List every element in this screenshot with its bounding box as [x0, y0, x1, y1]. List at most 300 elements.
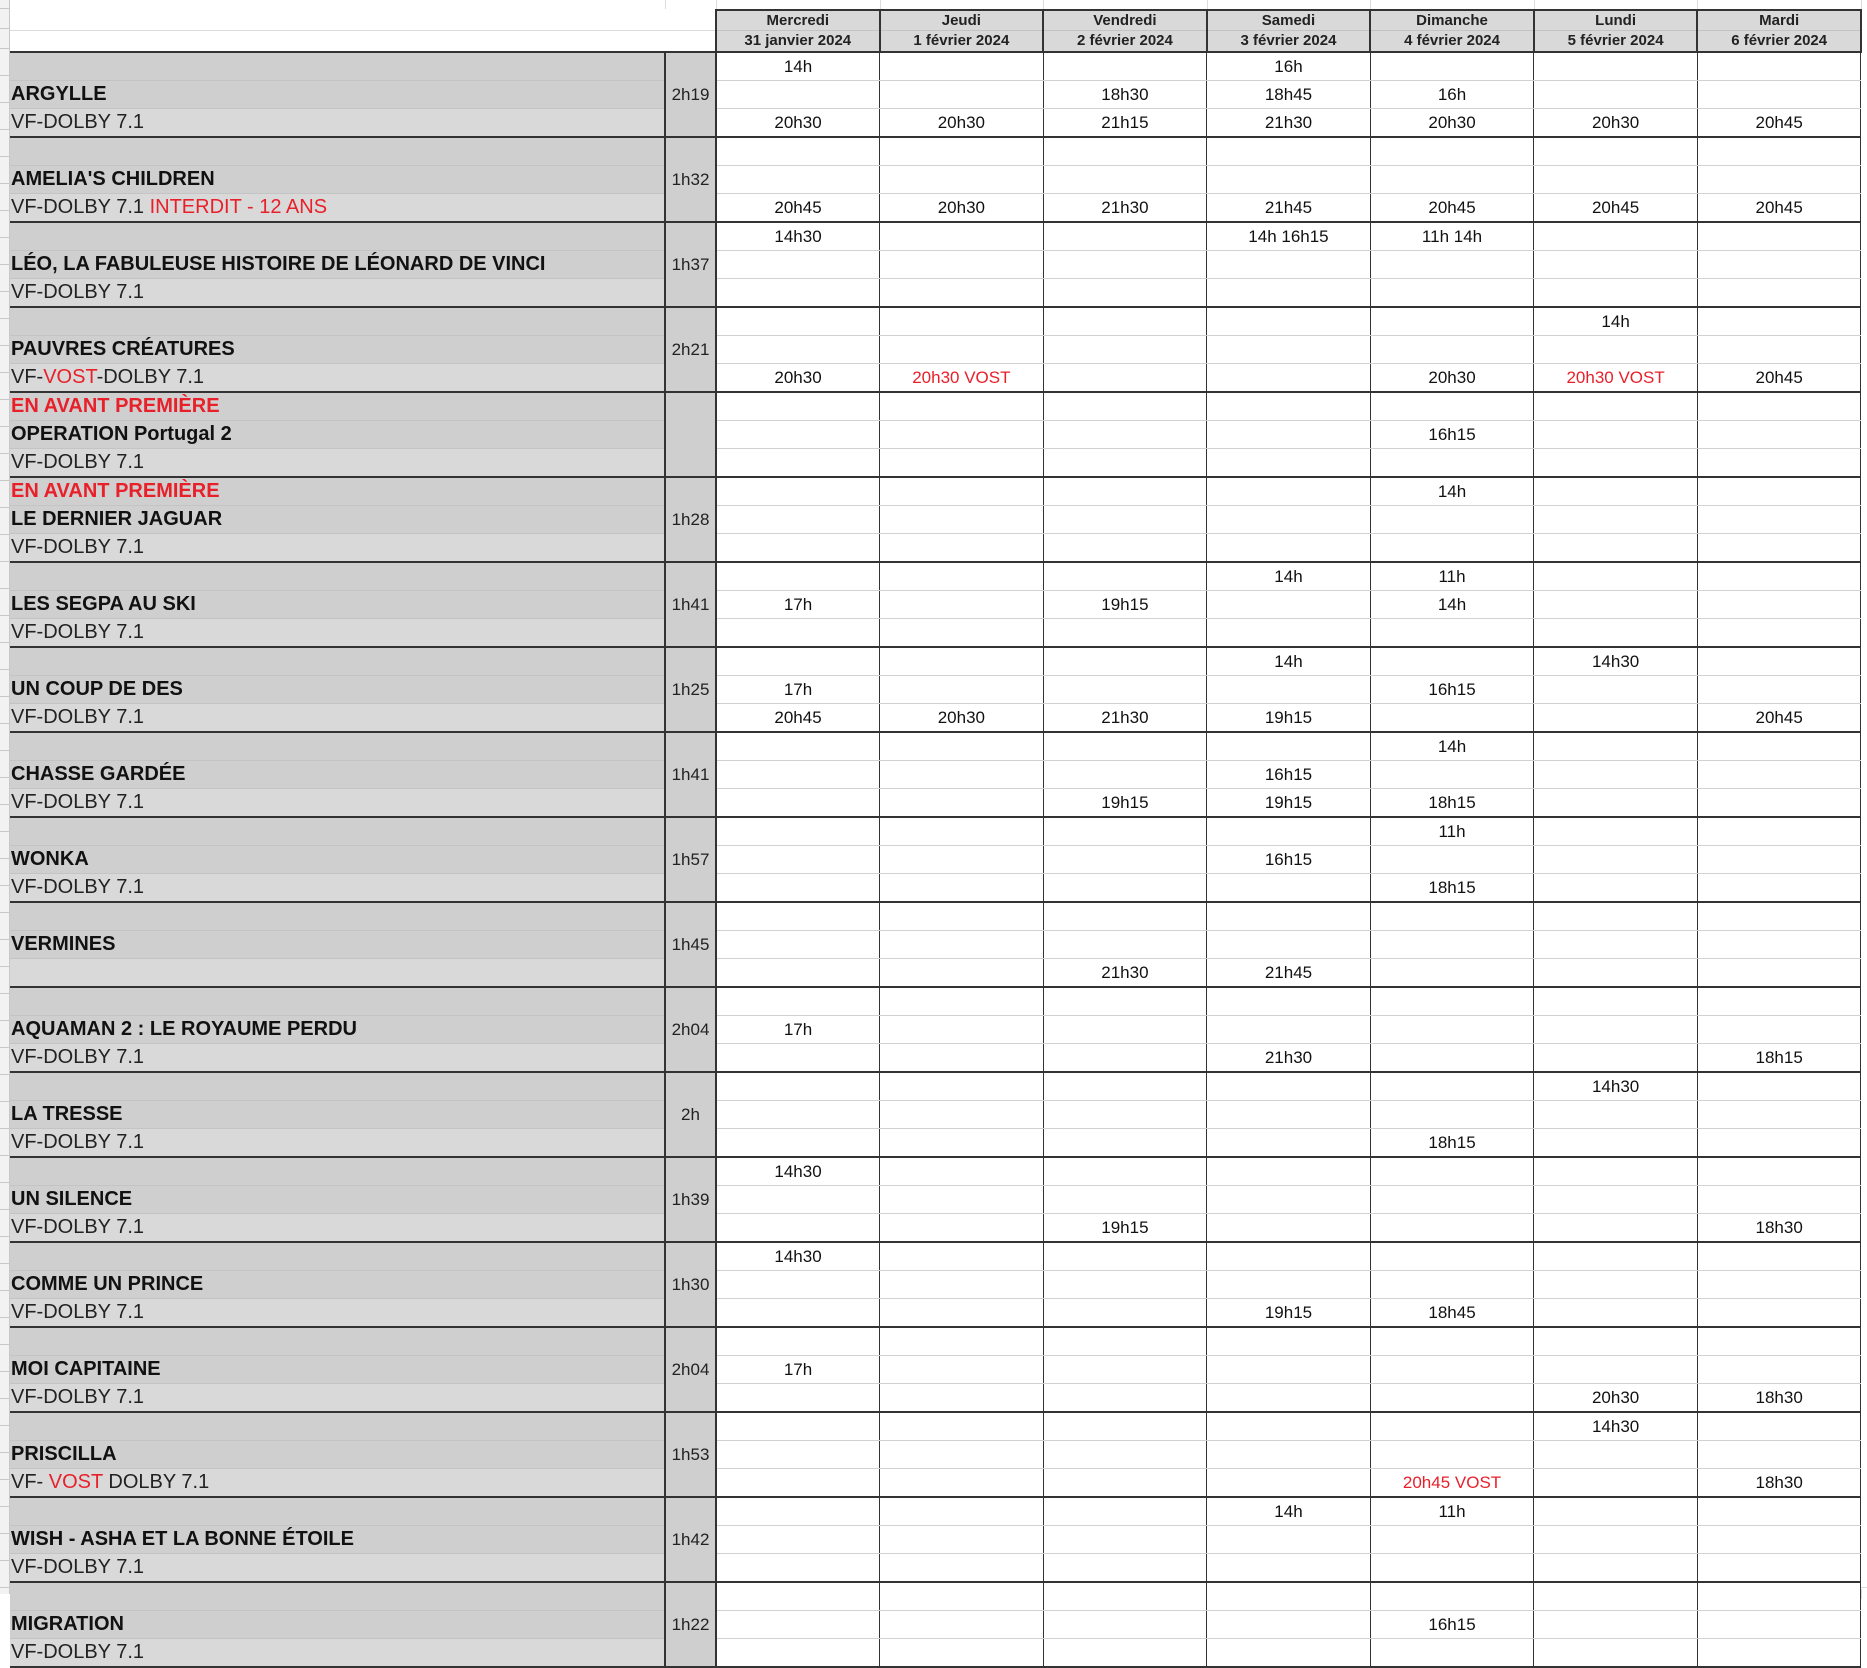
- film-duration: 2h21: [665, 307, 716, 392]
- showtime-cell: [1697, 81, 1861, 109]
- film-row: [10, 1639, 1861, 1668]
- film-row: [10, 52, 1861, 81]
- showtime-cell: [1697, 846, 1861, 874]
- showtime-cell: [1697, 251, 1861, 279]
- showtime-cell: [716, 1526, 880, 1554]
- row-header-tick: [0, 642, 9, 643]
- showtime-cell: 21h30: [1207, 109, 1371, 138]
- showtime-cell: [716, 959, 880, 988]
- showtime-cell: [1043, 477, 1207, 506]
- avant-premiere-label: EN AVANT PREMIÈRE: [10, 477, 665, 506]
- showtime-cell: [1534, 1129, 1698, 1158]
- showtime-cell: [1207, 392, 1371, 421]
- showtime-cell: 16h15: [1370, 421, 1534, 449]
- showtime-cell: [1207, 1186, 1371, 1214]
- showtime-cell: [880, 789, 1044, 818]
- film-row: [10, 251, 1861, 279]
- showtime-cell: [1370, 1327, 1534, 1356]
- showtime-cell: 14h: [1370, 732, 1534, 761]
- showtime-cell: [1534, 1327, 1698, 1356]
- showtime-cell: [1697, 1271, 1861, 1299]
- film-title: PAUVRES CRÉATURES: [10, 336, 665, 364]
- showtime-cell: [1370, 534, 1534, 563]
- showtime-cell: [880, 1072, 1044, 1101]
- film-label: [10, 1072, 665, 1101]
- showtime-cell: [1370, 1554, 1534, 1583]
- showtime-cell: [1697, 1554, 1861, 1583]
- day-header: Samedi: [1207, 10, 1371, 31]
- showtime-cell: [716, 1214, 880, 1243]
- showtime-cell: [1534, 846, 1698, 874]
- row-header-tick: [0, 1263, 9, 1264]
- showtime-cell: [1370, 704, 1534, 733]
- showtime-cell: [880, 1242, 1044, 1271]
- row-header-tick: [0, 1182, 9, 1183]
- film-duration: 1h57: [665, 817, 716, 902]
- showtime-cell: [1043, 1412, 1207, 1441]
- showtime-cell: [1207, 1157, 1371, 1186]
- format-text: DOLBY 7.1: [102, 1471, 210, 1493]
- film-duration: 2h04: [665, 1327, 716, 1412]
- showtime-cell: [1043, 732, 1207, 761]
- row-header-tick: [0, 156, 9, 157]
- showtime-cell: 19h15: [1043, 789, 1207, 818]
- film-row: [10, 392, 1861, 421]
- showtime-cell: [1534, 1186, 1698, 1214]
- showtime-cell: 21h15: [1043, 109, 1207, 138]
- showtime-cell: [1534, 987, 1698, 1016]
- film-row: [10, 1412, 1861, 1441]
- showtime-cell: [1207, 1554, 1371, 1583]
- showtime-cell: 20h45: [716, 194, 880, 223]
- row-header-tick: [0, 48, 9, 49]
- row-header-tick: [0, 291, 9, 292]
- film-duration: 2h19: [665, 52, 716, 137]
- showtime-cell: [1697, 562, 1861, 591]
- film-row: [10, 1384, 1861, 1413]
- showtime-cell: [1697, 1072, 1861, 1101]
- showtime-cell: 14h: [1207, 647, 1371, 676]
- row-header-tick: [0, 318, 9, 319]
- showtime-cell: 16h15: [1207, 761, 1371, 789]
- film-title: UN COUP DE DES: [10, 676, 665, 704]
- row-header-tick: [0, 1344, 9, 1345]
- film-row: [10, 1214, 1861, 1243]
- showtime-cell: [1043, 1186, 1207, 1214]
- showtime-cell: 14h: [1370, 477, 1534, 506]
- showtime-cell: [1534, 761, 1698, 789]
- showtime-cell: 18h15: [1370, 789, 1534, 818]
- film-row: [10, 1611, 1861, 1639]
- showtime-cell: [716, 251, 880, 279]
- showtime-cell: [1697, 1101, 1861, 1129]
- film-row: [10, 222, 1861, 251]
- row-header-tick: [0, 588, 9, 589]
- film-title: MOI CAPITAINE: [10, 1356, 665, 1384]
- showtime-cell: [1207, 1412, 1371, 1441]
- film-title: MIGRATION: [10, 1611, 665, 1639]
- showtime-cell: [1534, 874, 1698, 903]
- row-header-tick: [0, 723, 9, 724]
- showtime-cell: [880, 279, 1044, 308]
- showtime-cell: [1370, 1214, 1534, 1243]
- showtime-cell: [1207, 1639, 1371, 1668]
- film-row: [10, 1129, 1861, 1158]
- film-duration: 1h22: [665, 1582, 716, 1667]
- film-row: [10, 789, 1861, 818]
- format-highlight: VOST: [43, 366, 97, 388]
- showtime-cell: [880, 421, 1044, 449]
- showtime-cell: [880, 81, 1044, 109]
- showtime-cell: [1043, 931, 1207, 959]
- film-row: [10, 1157, 1861, 1186]
- row-header-tick: [0, 345, 9, 346]
- showtime-cell: [1043, 874, 1207, 903]
- row-header-tick: [0, 615, 9, 616]
- showtime-cell: 14h30: [716, 1242, 880, 1271]
- showtime-cell: [1534, 1554, 1698, 1583]
- row-header-tick: [0, 831, 9, 832]
- showtime-cell: [1370, 52, 1534, 81]
- showtime-cell: [1697, 959, 1861, 988]
- showtime-cell: [880, 1554, 1044, 1583]
- showtime-cell: [716, 449, 880, 478]
- film-duration: 1h37: [665, 222, 716, 307]
- format-text: VF-: [11, 366, 44, 388]
- showtime-cell: 21h30: [1043, 194, 1207, 223]
- showtime-cell: [880, 1384, 1044, 1413]
- showtime-cell: [1043, 137, 1207, 166]
- showtime-cell: [1697, 902, 1861, 931]
- film-label: [10, 137, 665, 166]
- showtime-cell: 18h15: [1370, 1129, 1534, 1158]
- showtime-cell: [1534, 336, 1698, 364]
- film-format: [10, 1639, 665, 1668]
- showtime-cell: 17h: [716, 591, 880, 619]
- showtime-cell: [1043, 392, 1207, 421]
- showtime-cell: 20h30 VOST: [880, 364, 1044, 393]
- row-header-tick: [0, 885, 9, 886]
- showtime-cell: [1697, 506, 1861, 534]
- showtime-cell: [1207, 1016, 1371, 1044]
- gridline: [1207, 0, 1208, 9]
- showtime-cell: [1534, 1299, 1698, 1328]
- showtime-cell: [1043, 1356, 1207, 1384]
- film-row: [10, 477, 1861, 506]
- film-title: LE DERNIER JAGUAR: [10, 506, 665, 534]
- showtime-cell: 17h: [716, 1016, 880, 1044]
- showtime-cell: [1534, 1356, 1698, 1384]
- gridline: [1534, 0, 1535, 9]
- showtime-cell: [1697, 1497, 1861, 1526]
- showtime-cell: [1534, 562, 1698, 591]
- film-format: [10, 534, 665, 563]
- showtime-cell: [1043, 676, 1207, 704]
- header-blank-duration: [665, 10, 716, 31]
- showtime-cell: [1043, 421, 1207, 449]
- film-row: [10, 449, 1861, 478]
- gridline: [1043, 0, 1044, 9]
- film-format: [10, 1384, 665, 1413]
- showtime-cell: [1697, 222, 1861, 251]
- film-duration: 1h41: [665, 732, 716, 817]
- showtime-cell: [716, 506, 880, 534]
- film-duration: 1h28: [665, 477, 716, 562]
- header-row-date: [10, 31, 1861, 53]
- row-header-tick: [0, 993, 9, 994]
- film-row: [10, 1469, 1861, 1498]
- showtime-cell: [1043, 52, 1207, 81]
- showtime-cell: 19h15: [1043, 591, 1207, 619]
- row-header-tick: [0, 129, 9, 130]
- showtime-cell: [880, 987, 1044, 1016]
- showtime-cell: 20h45 VOST: [1370, 1469, 1534, 1498]
- film-row: [10, 1582, 1861, 1611]
- showtime-cell: [1534, 619, 1698, 648]
- showtime-cell: [1370, 1526, 1534, 1554]
- film-row: [10, 591, 1861, 619]
- showtime-cell: [716, 336, 880, 364]
- row-header-tick: [0, 696, 9, 697]
- showtime-cell: [880, 761, 1044, 789]
- showtime-cell: 16h15: [1370, 676, 1534, 704]
- showtime-cell: [1207, 1469, 1371, 1498]
- showtime-cell: [880, 846, 1044, 874]
- showtime-cell: [716, 1441, 880, 1469]
- showtime-cell: [1043, 1299, 1207, 1328]
- film-label: [10, 307, 665, 336]
- showtime-cell: [1534, 1582, 1698, 1611]
- showtime-cell: [716, 987, 880, 1016]
- film-row: [10, 534, 1861, 563]
- showtime-cell: [880, 562, 1044, 591]
- film-label: [10, 562, 665, 591]
- showtime-cell: [1207, 1214, 1371, 1243]
- showtime-cell: [880, 1611, 1044, 1639]
- showtime-cell: [1370, 1016, 1534, 1044]
- film-row: [10, 619, 1861, 648]
- film-title: LES SEGPA AU SKI: [10, 591, 665, 619]
- showtime-cell: 14h: [1370, 591, 1534, 619]
- showtime-cell: [1043, 279, 1207, 308]
- film-title: WISH - ASHA ET LA BONNE ÉTOILE: [10, 1526, 665, 1554]
- showtime-cell: [1043, 1384, 1207, 1413]
- film-row: [10, 506, 1861, 534]
- showtime-cell: [1697, 534, 1861, 563]
- showtime-cell: [716, 1129, 880, 1158]
- showtime-cell: 16h15: [1207, 846, 1371, 874]
- showtime-cell: [1534, 222, 1698, 251]
- showtime-cell: [880, 902, 1044, 931]
- showtime-cell: [880, 1157, 1044, 1186]
- film-row: [10, 279, 1861, 308]
- row-header-tick: [0, 804, 9, 805]
- showtime-cell: [1697, 52, 1861, 81]
- showtime-cell: [1534, 1271, 1698, 1299]
- showtime-cell: [1534, 931, 1698, 959]
- film-row: [10, 676, 1861, 704]
- format-highlight: INTERDIT - 12 ANS: [149, 196, 328, 218]
- row-header-tick: [0, 183, 9, 184]
- showtime-cell: [1207, 449, 1371, 478]
- row-header-tick: [0, 1506, 9, 1507]
- showtime-cell: 14h: [1207, 562, 1371, 591]
- showtime-cell: [1534, 591, 1698, 619]
- showtime-cell: [1207, 987, 1371, 1016]
- showtime-cell: [1043, 222, 1207, 251]
- showtime-cell: [880, 307, 1044, 336]
- film-duration: 1h41: [665, 562, 716, 647]
- showtime-cell: [1043, 1101, 1207, 1129]
- showtime-cell: [880, 449, 1044, 478]
- showtime-cell: [1534, 477, 1698, 506]
- film-row: [10, 1497, 1861, 1526]
- row-header-tick: [0, 264, 9, 265]
- film-row: [10, 959, 1861, 988]
- format-text: VF-DOLBY 7.1: [11, 196, 150, 218]
- showtime-cell: [1207, 1072, 1371, 1101]
- day-header: Dimanche: [1370, 10, 1534, 31]
- showtime-cell: 16h15: [1370, 1611, 1534, 1639]
- format-text: VF-DOLBY 7.1: [11, 1301, 145, 1323]
- showtime-cell: [1370, 1441, 1534, 1469]
- showtime-cell: [1697, 477, 1861, 506]
- showtime-cell: [1534, 902, 1698, 931]
- showtime-cell: [1043, 987, 1207, 1016]
- showtime-cell: [1697, 449, 1861, 478]
- format-text: VF-DOLBY 7.1: [11, 1556, 145, 1578]
- showtime-cell: 20h45: [1697, 704, 1861, 733]
- showtime-cell: 20h45: [1370, 194, 1534, 223]
- showtime-cell: [880, 1186, 1044, 1214]
- showtime-cell: [1207, 619, 1371, 648]
- row-header-tick: [0, 750, 9, 751]
- showtime-cell: 11h 14h: [1370, 222, 1534, 251]
- showtime-cell: [1207, 1356, 1371, 1384]
- showtime-cell: [1534, 1157, 1698, 1186]
- showtime-cell: [716, 1101, 880, 1129]
- showtime-cell: 11h: [1370, 1497, 1534, 1526]
- showtime-cell: [1534, 1242, 1698, 1271]
- row-header-tick: [0, 102, 9, 103]
- showtime-cell: [1534, 1214, 1698, 1243]
- showtime-cell: [1534, 52, 1698, 81]
- format-highlight: VOST: [48, 1471, 103, 1493]
- showtime-cell: [1697, 1611, 1861, 1639]
- showtime-cell: [880, 1356, 1044, 1384]
- film-row: [10, 1072, 1861, 1101]
- showtime-cell: [1043, 534, 1207, 563]
- showtime-cell: [1043, 562, 1207, 591]
- film-title: LA TRESSE: [10, 1101, 665, 1129]
- film-title: AMELIA'S CHILDREN: [10, 166, 665, 194]
- film-label: [10, 1157, 665, 1186]
- film-format: [10, 1044, 665, 1073]
- showtime-cell: [880, 1327, 1044, 1356]
- film-title: VERMINES: [10, 931, 665, 959]
- showtime-cell: [1043, 1639, 1207, 1668]
- showtime-cell: [1043, 619, 1207, 648]
- showtime-cell: [1207, 1526, 1371, 1554]
- film-format: [10, 789, 665, 818]
- showtime-cell: [1370, 1271, 1534, 1299]
- showtime-cell: [1207, 1582, 1371, 1611]
- showtime-cell: 20h30: [716, 364, 880, 393]
- showtime-cell: [1207, 1441, 1371, 1469]
- showtime-cell: [1534, 817, 1698, 846]
- film-duration: 2h04: [665, 987, 716, 1072]
- film-format: [10, 1214, 665, 1243]
- showtime-cell: [880, 817, 1044, 846]
- showtime-cell: [1207, 902, 1371, 931]
- showtime-cell: [1534, 449, 1698, 478]
- showtime-cell: [716, 1327, 880, 1356]
- showtime-cell: 21h30: [1207, 1044, 1371, 1073]
- showtime-cell: [880, 959, 1044, 988]
- row-header-tick: [0, 372, 9, 373]
- format-text: VF-DOLBY 7.1: [11, 1216, 145, 1238]
- showtime-cell: [1043, 1044, 1207, 1073]
- film-duration: 1h30: [665, 1242, 716, 1327]
- showtime-cell: 17h: [716, 676, 880, 704]
- showtime-cell: [1370, 1242, 1534, 1271]
- showtime-cell: [1207, 931, 1371, 959]
- showtime-cell: [716, 81, 880, 109]
- showtime-cell: [716, 137, 880, 166]
- showtime-cell: [1534, 1044, 1698, 1073]
- row-header-tick: [0, 8, 9, 9]
- showtime-cell: [1697, 1441, 1861, 1469]
- format-text: VF-DOLBY 7.1: [11, 1386, 145, 1408]
- showtime-cell: [1370, 1412, 1534, 1441]
- showtime-cell: [1697, 1242, 1861, 1271]
- showtime-cell: [1370, 1384, 1534, 1413]
- showtime-cell: [1043, 449, 1207, 478]
- showtime-cell: [716, 1271, 880, 1299]
- gridline: [1370, 0, 1371, 9]
- showtime-cell: [716, 902, 880, 931]
- showtime-cell: [1534, 1526, 1698, 1554]
- showtime-cell: [1043, 1582, 1207, 1611]
- header-blank-duration: [665, 31, 716, 53]
- showtime-cell: [880, 506, 1044, 534]
- row-header-tick: [0, 237, 9, 238]
- showtime-cell: 19h15: [1043, 1214, 1207, 1243]
- showtime-cell: [1207, 591, 1371, 619]
- showtime-cell: [1697, 817, 1861, 846]
- film-format: [10, 874, 665, 903]
- film-format: [10, 364, 665, 393]
- showtime-cell: 20h30: [1370, 109, 1534, 138]
- row-header-tick: [0, 1371, 9, 1372]
- format-text: VF-DOLBY 7.1: [11, 111, 145, 133]
- showtime-cell: [1534, 1497, 1698, 1526]
- showtime-cell: [1207, 1129, 1371, 1158]
- showtime-cell: [1697, 307, 1861, 336]
- showtime-cell: 18h30: [1697, 1469, 1861, 1498]
- showtime-cell: [716, 1412, 880, 1441]
- day-header: Lundi: [1534, 10, 1698, 31]
- showtime-cell: [880, 52, 1044, 81]
- showtime-cell: 20h45: [1697, 194, 1861, 223]
- showtime-cell: 20h30: [880, 109, 1044, 138]
- film-row: [10, 874, 1861, 903]
- showtime-cell: [1043, 1327, 1207, 1356]
- showtime-cell: [880, 874, 1044, 903]
- showtime-cell: [716, 1072, 880, 1101]
- showtime-cell: 14h30: [716, 222, 880, 251]
- date-header: 31 janvier 2024: [716, 31, 880, 53]
